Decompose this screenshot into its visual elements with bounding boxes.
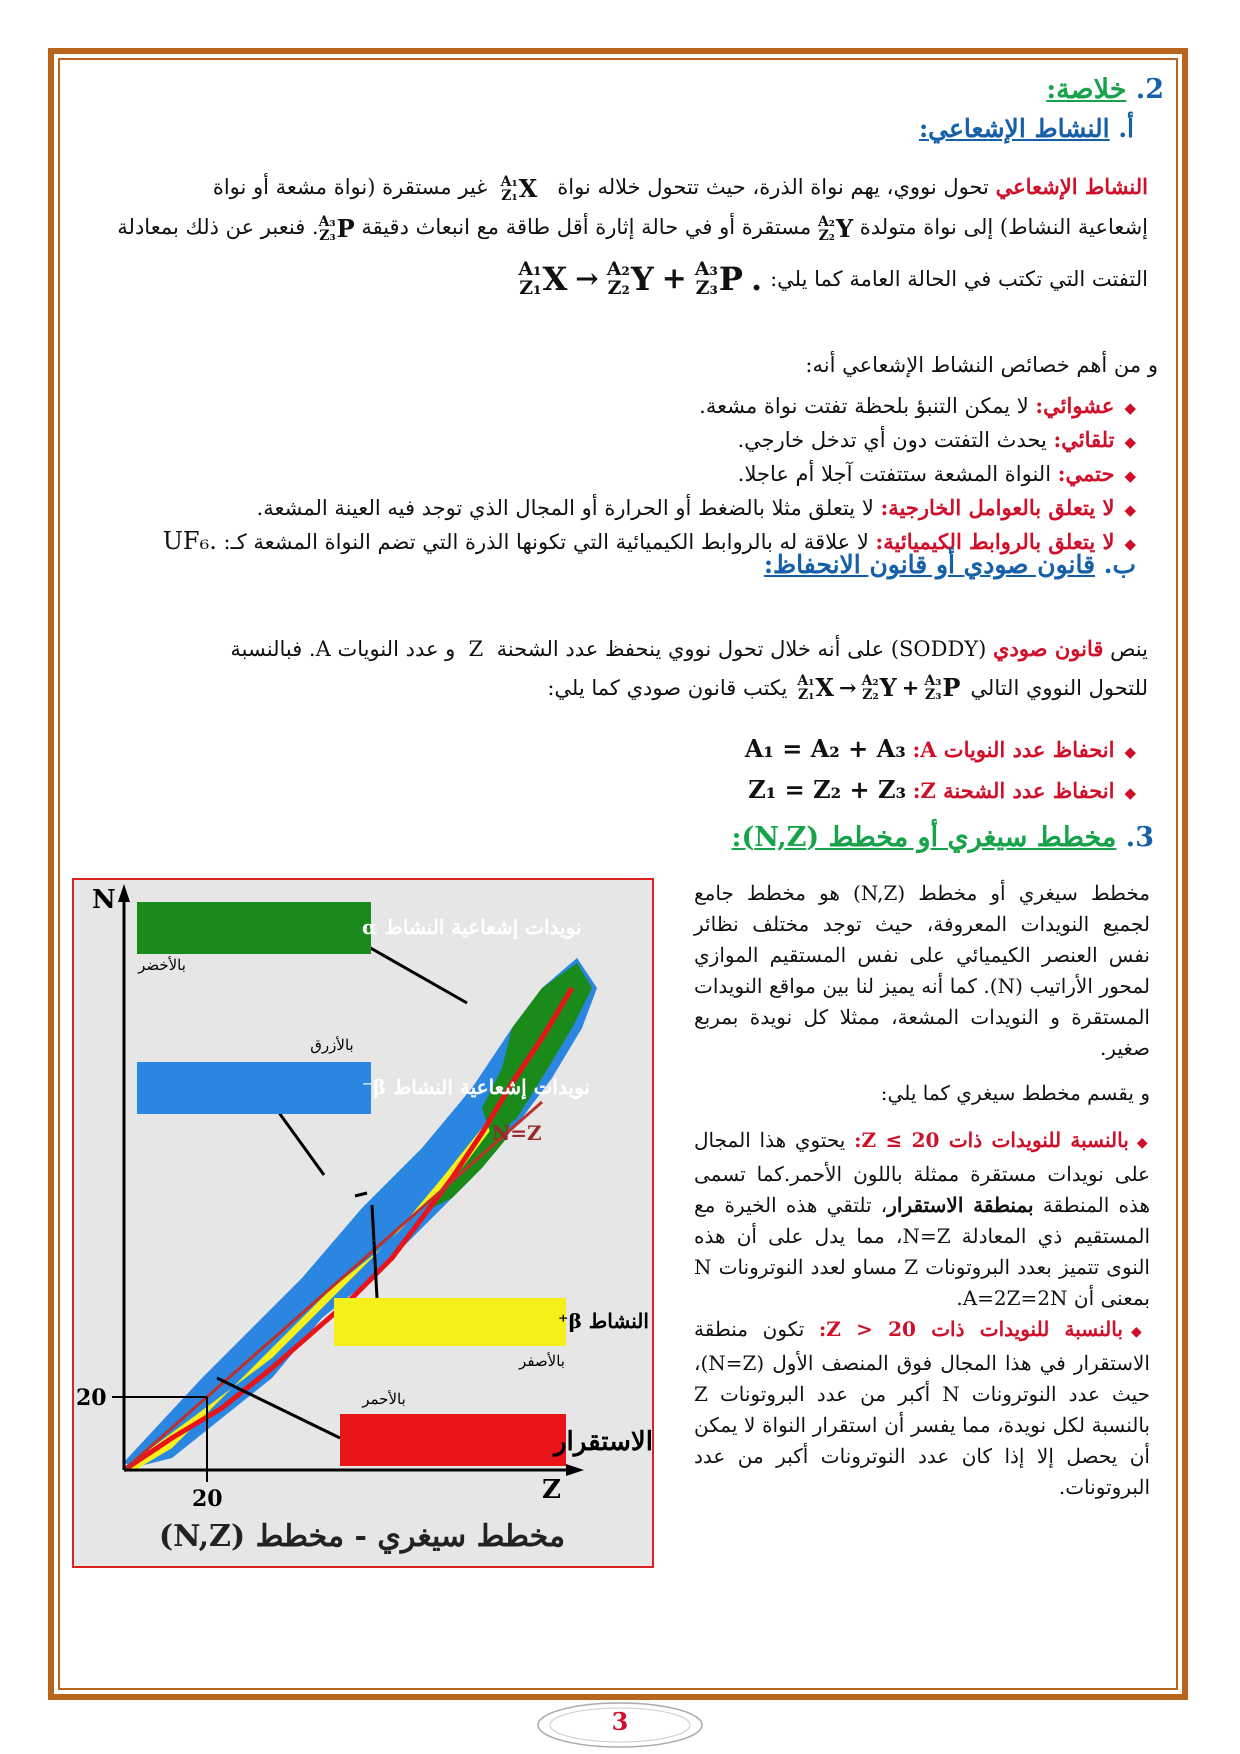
- page-number: 3: [611, 1707, 629, 1736]
- property-item: ◆لا يتعلق بالروابط الكيميائية: لا علاقة له بالروابط الكيميائية التي تكونها الذرة التي تضم النواة المشعة كـ: UF₆.: [162, 527, 1136, 555]
- nuclide-x: A₁ Z₁ X: [500, 173, 538, 204]
- stability-note: بالأحمر: [362, 1390, 406, 1408]
- segre-bullet-2: ◆بالنسبة للنويدات ذات Z > 20: تكون منطقة الاستقرار في هذا المجال فوق المنصف الأول (N=Z)، حيث عدد النوترونات N أكبر من عدد البروتونات Z بالنسبة لكل نويدة، مما يفسر أن استقرار النواة لا يمكن أن يحصل إلا إذا كان عدد النوترونات أكبر من عدد البروتونات.: [694, 1317, 1150, 1499]
- para-text: التفتت التي تكتب في الحالة العامة كما يلي:: [770, 267, 1148, 291]
- chart-title: مخطط سيغري - مخطط (N,Z): [158, 1519, 566, 1554]
- property-item: ◆لا يتعلق بالعوامل الخارجية: لا يتعلق مثلا بالضغط أو الحرارة أو المجال الذي توجد فيه العينة المشعة.: [256, 495, 1136, 520]
- soddy-law-paragraph: ينص قانون صودي (SODDY) على أنه خلال تحول نووي ينحفظ عدد الشحنة Z و عدد النويات A. فبالنسبة للتحول النووي التالي A₁ Z₁ X → A₂ Z₂ Y + A₃ Z₃ P يكتب قانون صودي كما يلي:: [230, 636, 1148, 703]
- nuclide-p: A₃ Z₃ P: [318, 213, 355, 244]
- y-axis-label: N: [92, 885, 116, 915]
- x-axis-label: Z: [542, 1475, 561, 1505]
- conservation-charge: ◆انحفاظ عدد الشحنة Z: Z₁ = Z₂ + Z₃: [748, 775, 1136, 804]
- n-equals-z-label: N=Z: [492, 1121, 542, 1145]
- section-number: 2.: [1135, 74, 1164, 105]
- beta-minus-label-box: [137, 1062, 371, 1114]
- beta-minus-note: بالأزرق: [310, 1036, 354, 1054]
- conservation-nucleons: ◆انحفاظ عدد النويات A: A₁ = A₂ + A₃: [744, 734, 1136, 763]
- property-item: ◆عشوائي: لا يمكن التنبؤ بلحظة تفتت نواة مشعة.: [699, 393, 1136, 418]
- beta-plus-label: النشاط β⁺: [558, 1309, 649, 1333]
- subsection-title: قانون صودي أو قانون الانحفاظ:: [763, 550, 1096, 579]
- soddy-equation: A₁ Z₁ X → A₂ Z₂ Y + A₃ Z₃ P: [797, 673, 961, 703]
- para-text: إشعاعية النشاط) إلى نواة متولدة: [859, 215, 1148, 239]
- subsection-letter: ب.: [1103, 550, 1136, 579]
- nuclide-y: A₂ Z₂ Y: [817, 213, 854, 244]
- para-text: . فنعبر عن ذلك بمعادلة: [117, 215, 319, 239]
- properties-list: [76, 390, 1136, 560]
- subsection-a-heading: [919, 114, 1134, 143]
- section-3-heading: 3. مخطط سيغري أو مخطط (N,Z):: [731, 822, 1154, 853]
- decay-equation: A₁ Z₁ X → A₂ Z₂ Y + A₃ Z₃ P .: [518, 258, 763, 299]
- radioactivity-definition: [70, 170, 1148, 304]
- subsection-title: النشاط الإشعاعي:: [918, 114, 1110, 143]
- conservation-list: [745, 730, 1136, 812]
- stability-label-box: [340, 1414, 566, 1466]
- page-content: [70, 70, 1166, 1680]
- properties-intro: و من أهم خصائص النشاط الإشعاعي أنه:: [805, 353, 1158, 377]
- segre-description: مخطط سيغري أو مخطط (N,Z) هو مخطط جامع لجميع النويدات المعروفة، حيث توجد مختلف نظائر نفس العنصر الكيميائي على نفس المستقيم الموازي لمحور الأراتيب (N). كما أنه يميز لنا بين مواقع النويدات المستقرة و النويدات المشعة، ممثلا كل نويدة بمربع صغير. و يقسم مخطط سيغري كما يلي: ◆بالنسبة للنويدات ذات Z ≤ 20: يحتوي هذا المجال على نويدات مستقرة ممثلة باللون الأحمر.كما تسمى هذه المنطقة بمنطقة الاستقرار، تلتقي هذه الخيرة مع المستقيم ذي المعادلة N=Z، مما يدل على أن هذه النوى تتميز بعدد البروتونات Z مساو لعدد النوترونات N بمعنى أن A=2Z=2N. ◆بالنسبة للنويدات ذات Z > 20: تكون منطقة الاستقرار في هذا المجال فوق المنصف الأول (N=Z)، حيث عدد النوترونات N أكبر من عدد البروتونات Z بالنسبة لكل نويدة، مما يفسر أن استقرار النواة لا يمكن أن يحصل إلا إذا كان عدد النوترونات أكبر من عدد البروتونات.: [694, 878, 1150, 1503]
- subsection-b-heading: [764, 550, 1136, 579]
- alpha-note: بالأخضر: [138, 956, 186, 974]
- section-title: خلاصة:: [1046, 74, 1127, 105]
- property-item: ◆حتمي: النواة المشعة ستتفتت آجلا أم عاجلا.: [737, 461, 1136, 486]
- beta-plus-label-box: [334, 1298, 566, 1346]
- segre-chart: [72, 878, 654, 1568]
- para-text: غير مستقرة (نواة مشعة أو نواة: [212, 175, 488, 199]
- alpha-label-box: [137, 902, 371, 954]
- term-radioactivity: النشاط الإشعاعي: [995, 174, 1148, 199]
- beta-minus-label: نويدات إشعاعية النشاط β⁻: [362, 1075, 590, 1099]
- section-2-heading: [1046, 74, 1164, 105]
- property-item: ◆تلقائي: يحدث التفتت دون أي تدخل خارجي.: [737, 427, 1136, 452]
- para-text: مستقرة أو في حالة إثارة أقل طاقة مع انبعاث دقيقة: [361, 215, 812, 239]
- subsection-letter: أ.: [1118, 114, 1134, 143]
- beta-plus-note: بالأصفر: [519, 1352, 565, 1370]
- segre-bullet-1: ◆بالنسبة للنويدات ذات Z ≤ 20: يحتوي هذا المجال على نويدات مستقرة ممثلة باللون الأحمر.كما تسمى هذه المنطقة بمنطقة الاستقرار، تلتقي هذه الخيرة مع المستقيم ذي المعادلة N=Z، مما يدل على أن هذه النوى تتميز بعدد البروتونات Z مساو لعدد النوترونات N بمعنى أن A=2Z=2N.: [694, 1128, 1151, 1310]
- tick-y-label: 20: [76, 1385, 107, 1411]
- stability-label: الاستقرار: [554, 1427, 653, 1457]
- term-soddy-law: قانون صودي: [993, 636, 1104, 661]
- segre-chart-container: [72, 878, 654, 1568]
- tick-x-label: 20: [192, 1486, 223, 1512]
- alpha-label: نويدات إشعاعية النشاط α: [362, 915, 582, 939]
- para-text: تحول نووي، يهم نواة الذرة، حيث تتحول خلاله نواة: [557, 175, 989, 199]
